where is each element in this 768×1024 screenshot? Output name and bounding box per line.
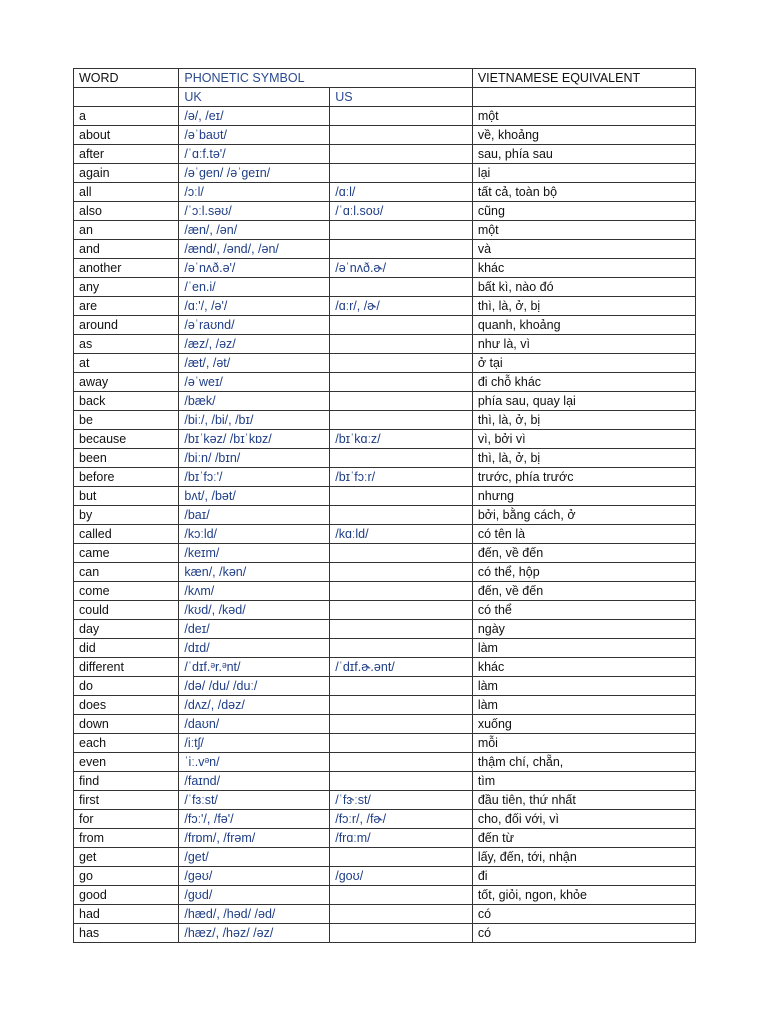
cell-uk-phonetic: /ænd/, /ənd/, /ən/ (179, 240, 330, 259)
cell-us-phonetic: /bɪˈkɑːz/ (330, 430, 473, 449)
header-word: WORD (74, 69, 179, 88)
cell-word: for (74, 810, 179, 829)
cell-word: down (74, 715, 179, 734)
cell-uk-phonetic: /kɔːld/ (179, 525, 330, 544)
cell-word: about (74, 126, 179, 145)
cell-word: even (74, 753, 179, 772)
cell-us-phonetic (330, 544, 473, 563)
cell-uk-phonetic: /əˈgen/ /əˈgeɪn/ (179, 164, 330, 183)
cell-us-phonetic (330, 145, 473, 164)
table-row (74, 430, 696, 449)
cell-vietnamese: đầu tiên, thứ nhất (472, 791, 695, 810)
cell-vietnamese: và (472, 240, 695, 259)
cell-vietnamese: một (472, 221, 695, 240)
cell-uk-phonetic: /əˈweɪ/ (179, 373, 330, 392)
cell-us-phonetic (330, 677, 473, 696)
cell-uk-phonetic: /gəʊ/ (179, 867, 330, 886)
table-row (74, 259, 696, 278)
cell-word: been (74, 449, 179, 468)
table-row (74, 487, 696, 506)
cell-us-phonetic (330, 639, 473, 658)
cell-uk-phonetic: /gʊd/ (179, 886, 330, 905)
cell-word: day (74, 620, 179, 639)
cell-vietnamese: làm (472, 677, 695, 696)
cell-word: at (74, 354, 179, 373)
cell-uk-phonetic: /dɪd/ (179, 639, 330, 658)
table-row (74, 373, 696, 392)
cell-us-phonetic (330, 221, 473, 240)
cell-vietnamese: sau, phía sau (472, 145, 695, 164)
cell-word: again (74, 164, 179, 183)
cell-vietnamese: thậm chí, chẵn, (472, 753, 695, 772)
table-row (74, 316, 696, 335)
cell-vietnamese: thì, là, ở, bị (472, 411, 695, 430)
cell-word: as (74, 335, 179, 354)
table-row (74, 810, 696, 829)
table-row (74, 639, 696, 658)
cell-uk-phonetic: /bæk/ (179, 392, 330, 411)
cell-vietnamese: có thể, hộp (472, 563, 695, 582)
table-row (74, 829, 696, 848)
cell-word: called (74, 525, 179, 544)
table-row (74, 506, 696, 525)
table-row (74, 658, 696, 677)
cell-vietnamese: tìm (472, 772, 695, 791)
cell-vietnamese: cho, đối với, vì (472, 810, 695, 829)
cell-vietnamese: đến, về đến (472, 544, 695, 563)
cell-vietnamese: một (472, 107, 695, 126)
table-row (74, 525, 696, 544)
cell-us-phonetic: /əˈnʌð.ɚ/ (330, 259, 473, 278)
table-row (74, 734, 696, 753)
table-row (74, 221, 696, 240)
table-row (74, 107, 696, 126)
cell-us-phonetic (330, 924, 473, 943)
cell-us-phonetic (330, 886, 473, 905)
cell-vietnamese: tất cả, toàn bộ (472, 183, 695, 202)
cell-word: came (74, 544, 179, 563)
cell-uk-phonetic: /ˈɔːl.səʊ/ (179, 202, 330, 221)
cell-us-phonetic: /goʊ/ (330, 867, 473, 886)
cell-us-phonetic (330, 506, 473, 525)
cell-us-phonetic (330, 392, 473, 411)
cell-word: be (74, 411, 179, 430)
cell-uk-phonetic: /keɪm/ (179, 544, 330, 563)
table-header (74, 69, 696, 107)
cell-vietnamese: lấy, đến, tới, nhận (472, 848, 695, 867)
subheader-blank-word (74, 88, 179, 107)
cell-us-phonetic (330, 316, 473, 335)
cell-us-phonetic (330, 753, 473, 772)
cell-uk-phonetic: /get/ (179, 848, 330, 867)
cell-word: back (74, 392, 179, 411)
cell-uk-phonetic: ˈiː.vᵊn/ (179, 753, 330, 772)
cell-uk-phonetic: /faɪnd/ (179, 772, 330, 791)
cell-vietnamese: có (472, 905, 695, 924)
cell-uk-phonetic: /frɒm/, /frəm/ (179, 829, 330, 848)
cell-uk-phonetic: kæn/, /kən/ (179, 563, 330, 582)
cell-word: find (74, 772, 179, 791)
cell-us-phonetic: /ɑːr/, /ɚ/ (330, 297, 473, 316)
table-row (74, 905, 696, 924)
cell-word: go (74, 867, 179, 886)
table-row (74, 354, 696, 373)
table-row (74, 411, 696, 430)
cell-word: had (74, 905, 179, 924)
cell-us-phonetic: /ˈɑːl.soʊ/ (330, 202, 473, 221)
cell-uk-phonetic: /ˈfɜːst/ (179, 791, 330, 810)
cell-word: but (74, 487, 179, 506)
cell-vietnamese: khác (472, 259, 695, 278)
table-row (74, 335, 696, 354)
cell-uk-phonetic: /ɔːl/ (179, 183, 330, 202)
cell-word: by (74, 506, 179, 525)
cell-us-phonetic (330, 487, 473, 506)
cell-vietnamese: đi (472, 867, 695, 886)
cell-uk-phonetic: /daʊn/ (179, 715, 330, 734)
cell-us-phonetic (330, 848, 473, 867)
cell-us-phonetic (330, 620, 473, 639)
table-row (74, 392, 696, 411)
cell-uk-phonetic: /biː/, /bi/, /bɪ/ (179, 411, 330, 430)
cell-vietnamese: phía sau, quay lại (472, 392, 695, 411)
cell-vietnamese: có thể (472, 601, 695, 620)
cell-uk-phonetic: /hæd/, /həd/ /əd/ (179, 905, 330, 924)
cell-vietnamese: bởi, bằng cách, ở (472, 506, 695, 525)
cell-uk-phonetic: /əˈnʌð.ə'/ (179, 259, 330, 278)
table-row (74, 297, 696, 316)
vocabulary-table (73, 68, 696, 943)
cell-us-phonetic: /ˈdɪf.ɚ.ənt/ (330, 658, 473, 677)
cell-word: could (74, 601, 179, 620)
cell-word: are (74, 297, 179, 316)
table-row (74, 924, 696, 943)
cell-word: after (74, 145, 179, 164)
cell-us-phonetic (330, 335, 473, 354)
cell-uk-phonetic: /kʊd/, /kəd/ (179, 601, 330, 620)
cell-uk-phonetic: /də/ /du/ /duː/ (179, 677, 330, 696)
cell-uk-phonetic: /æn/, /ən/ (179, 221, 330, 240)
cell-vietnamese: vì, bởi vì (472, 430, 695, 449)
cell-vietnamese: khác (472, 658, 695, 677)
cell-word: come (74, 582, 179, 601)
cell-word: because (74, 430, 179, 449)
cell-uk-phonetic: /deɪ/ (179, 620, 330, 639)
header-row (74, 69, 696, 88)
cell-us-phonetic (330, 734, 473, 753)
table-row (74, 601, 696, 620)
cell-us-phonetic (330, 107, 473, 126)
table-row (74, 886, 696, 905)
cell-vietnamese: có tên là (472, 525, 695, 544)
subheader-uk: UK (179, 88, 330, 107)
cell-us-phonetic (330, 373, 473, 392)
cell-word: another (74, 259, 179, 278)
table-row (74, 145, 696, 164)
subheader-row (74, 88, 696, 107)
cell-us-phonetic: /frɑːm/ (330, 829, 473, 848)
cell-us-phonetic (330, 582, 473, 601)
cell-us-phonetic (330, 126, 473, 145)
cell-us-phonetic (330, 240, 473, 259)
cell-uk-phonetic: /ˈɑːf.tə'/ (179, 145, 330, 164)
cell-us-phonetic (330, 411, 473, 430)
cell-us-phonetic (330, 449, 473, 468)
cell-word: from (74, 829, 179, 848)
cell-word: an (74, 221, 179, 240)
cell-vietnamese: nhưng (472, 487, 695, 506)
table-row (74, 240, 696, 259)
cell-vietnamese: mỗi (472, 734, 695, 753)
cell-word: different (74, 658, 179, 677)
cell-word: get (74, 848, 179, 867)
cell-vietnamese: về, khoảng (472, 126, 695, 145)
cell-vietnamese: có (472, 924, 695, 943)
cell-uk-phonetic: /biːn/ /bɪn/ (179, 449, 330, 468)
cell-word: and (74, 240, 179, 259)
cell-word: any (74, 278, 179, 297)
table-row (74, 126, 696, 145)
table-row (74, 677, 696, 696)
cell-vietnamese: đến từ (472, 829, 695, 848)
cell-word: around (74, 316, 179, 335)
cell-vietnamese: bất kì, nào đó (472, 278, 695, 297)
subheader-us: US (330, 88, 473, 107)
cell-word: first (74, 791, 179, 810)
cell-uk-phonetic: /æt/, /ət/ (179, 354, 330, 373)
cell-uk-phonetic: /bɪˈfɔː'/ (179, 468, 330, 487)
cell-us-phonetic: /ˈfɝːst/ (330, 791, 473, 810)
table-row (74, 791, 696, 810)
table-row (74, 544, 696, 563)
cell-vietnamese: thì, là, ở, bị (472, 449, 695, 468)
table-row (74, 164, 696, 183)
table-row (74, 563, 696, 582)
table-row (74, 696, 696, 715)
cell-vietnamese: cũng (472, 202, 695, 221)
cell-word: away (74, 373, 179, 392)
cell-uk-phonetic: /ə/, /eɪ/ (179, 107, 330, 126)
cell-uk-phonetic: /ɑː'/, /ə'/ (179, 297, 330, 316)
cell-us-phonetic (330, 601, 473, 620)
cell-word: each (74, 734, 179, 753)
cell-uk-phonetic: /əˈraʊnd/ (179, 316, 330, 335)
cell-vietnamese: tốt, giỏi, ngon, khỏe (472, 886, 695, 905)
header-phonetic-symbol: PHONETIC SYMBOL (179, 69, 472, 88)
cell-word: can (74, 563, 179, 582)
table-row (74, 202, 696, 221)
cell-us-phonetic (330, 354, 473, 373)
table-row (74, 468, 696, 487)
cell-uk-phonetic: /ˈdɪf.ᵊr.ᵊnt/ (179, 658, 330, 677)
cell-word: also (74, 202, 179, 221)
table-row (74, 715, 696, 734)
cell-vietnamese: như là, vì (472, 335, 695, 354)
cell-us-phonetic (330, 772, 473, 791)
cell-vietnamese: làm (472, 639, 695, 658)
cell-vietnamese: đi chỗ khác (472, 373, 695, 392)
cell-us-phonetic (330, 278, 473, 297)
cell-us-phonetic: /ɑːl/ (330, 183, 473, 202)
table-row (74, 183, 696, 202)
cell-word: does (74, 696, 179, 715)
cell-vietnamese: xuống (472, 715, 695, 734)
cell-us-phonetic (330, 905, 473, 924)
table-row (74, 848, 696, 867)
cell-word: has (74, 924, 179, 943)
cell-vietnamese: ngày (472, 620, 695, 639)
cell-us-phonetic (330, 563, 473, 582)
cell-uk-phonetic: /baɪ/ (179, 506, 330, 525)
cell-uk-phonetic: /æz/, /əz/ (179, 335, 330, 354)
table-body (74, 107, 696, 943)
subheader-blank-vietnamese (472, 88, 695, 107)
cell-vietnamese: ở tại (472, 354, 695, 373)
table-row (74, 867, 696, 886)
cell-uk-phonetic: /iːtʃ/ (179, 734, 330, 753)
cell-us-phonetic (330, 164, 473, 183)
table-row (74, 772, 696, 791)
cell-word: a (74, 107, 179, 126)
cell-vietnamese: đến, về đến (472, 582, 695, 601)
table-row (74, 278, 696, 297)
cell-word: all (74, 183, 179, 202)
cell-uk-phonetic: /ˈen.i/ (179, 278, 330, 297)
cell-vietnamese: lại (472, 164, 695, 183)
cell-uk-phonetic: /dʌz/, /dəz/ (179, 696, 330, 715)
cell-us-phonetic: /kɑːld/ (330, 525, 473, 544)
cell-uk-phonetic: /bɪˈkəz/ /bɪˈkɒz/ (179, 430, 330, 449)
cell-uk-phonetic: bʌt/, /bət/ (179, 487, 330, 506)
cell-word: did (74, 639, 179, 658)
cell-uk-phonetic: /fɔː'/, /fə'/ (179, 810, 330, 829)
cell-vietnamese: quanh, khoảng (472, 316, 695, 335)
cell-uk-phonetic: /hæz/, /həz/ /əz/ (179, 924, 330, 943)
cell-uk-phonetic: /kʌm/ (179, 582, 330, 601)
cell-vietnamese: làm (472, 696, 695, 715)
header-vietnamese-equivalent: VIETNAMESE EQUIVALENT (472, 69, 695, 88)
table-row (74, 449, 696, 468)
cell-word: do (74, 677, 179, 696)
cell-us-phonetic (330, 715, 473, 734)
table-row (74, 582, 696, 601)
cell-uk-phonetic: /əˈbaʊt/ (179, 126, 330, 145)
table-row (74, 620, 696, 639)
cell-vietnamese: thì, là, ở, bị (472, 297, 695, 316)
cell-word: good (74, 886, 179, 905)
cell-us-phonetic: /bɪˈfɔːr/ (330, 468, 473, 487)
table-row (74, 753, 696, 772)
cell-us-phonetic: /fɔːr/, /fɚ/ (330, 810, 473, 829)
cell-us-phonetic (330, 696, 473, 715)
cell-word: before (74, 468, 179, 487)
cell-vietnamese: trước, phía trước (472, 468, 695, 487)
